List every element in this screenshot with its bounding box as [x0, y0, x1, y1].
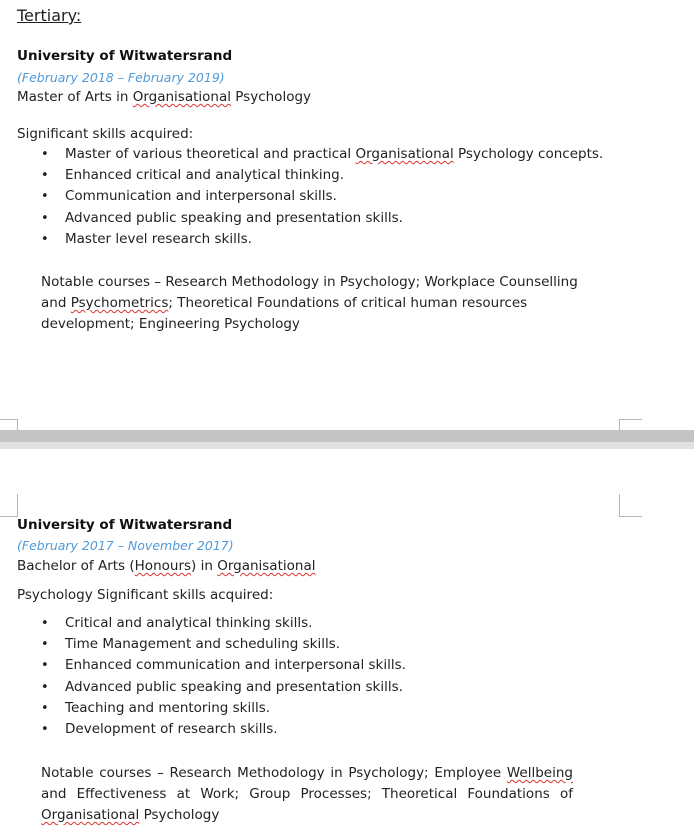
list-item: • Enhanced critical and analytical thinking.: [36, 165, 603, 186]
page-break-gap: [0, 430, 694, 449]
degree-title: Master of Arts in Organisational Psychology: [17, 89, 312, 105]
list-item: • Communication and interpersonal skills.: [36, 186, 603, 207]
institution-name: University of Witwatersrand: [17, 517, 233, 533]
spellcheck-flag: Honours: [134, 558, 192, 574]
list-item: • Advanced public speaking and presentation skills.: [36, 677, 406, 698]
spellcheck-flag: Wellbeing: [506, 765, 573, 781]
list-item: • Advanced public speaking and presentation skills.: [36, 208, 603, 229]
spellcheck-flag: Organisational: [355, 146, 454, 162]
list-item: • Master of various theoretical and practical Organisational Psychology concepts.: [36, 144, 603, 165]
margin-corner-mark: [619, 494, 642, 517]
list-item: • Enhanced communication and interpersonal skills.: [36, 655, 406, 676]
notable-courses: Notable courses – Research Methodology in Psychology; Employee Wellbeing and Effectiveness at Work; Group Processes; Theoretical Foundations of Organisational Psychology: [41, 765, 573, 823]
list-item: • Development of research skills.: [36, 719, 406, 740]
skills-list: [36, 613, 406, 740]
margin-corner-mark: [0, 494, 18, 517]
list-item: • Critical and analytical thinking skills.: [36, 613, 406, 634]
notable-courses: Notable courses – Research Methodology in Psychology; Workplace Counselling and Psychometrics; Theoretical Foundations of critical human resources development; Engineering Psychology: [41, 274, 578, 332]
spellcheck-flag: Psychometrics: [70, 295, 169, 311]
spellcheck-flag: Organisational: [41, 807, 140, 823]
document-page-2: [0, 449, 694, 835]
spellcheck-flag: Organisational: [217, 558, 316, 574]
list-item: • Time Management and scheduling skills.: [36, 634, 406, 655]
institution-name: University of Witwatersrand: [17, 48, 233, 64]
skills-list: [36, 144, 603, 250]
skills-intro: Psychology Significant skills acquired:: [17, 587, 274, 603]
margin-corner-mark: [619, 419, 642, 430]
margin-corner-mark: [0, 419, 18, 430]
date-range: (February 2017 – November 2017): [17, 538, 234, 553]
date-range: (February 2018 – February 2019): [17, 70, 225, 85]
list-item: • Master level research skills.: [36, 229, 603, 250]
spellcheck-flag: Organisational: [132, 89, 231, 105]
skills-intro: Significant skills acquired:: [17, 126, 194, 142]
section-heading: Tertiary:: [17, 6, 82, 25]
list-item: • Teaching and mentoring skills.: [36, 698, 406, 719]
degree-title: Bachelor of Arts (Honours) in Organisational: [17, 558, 316, 574]
